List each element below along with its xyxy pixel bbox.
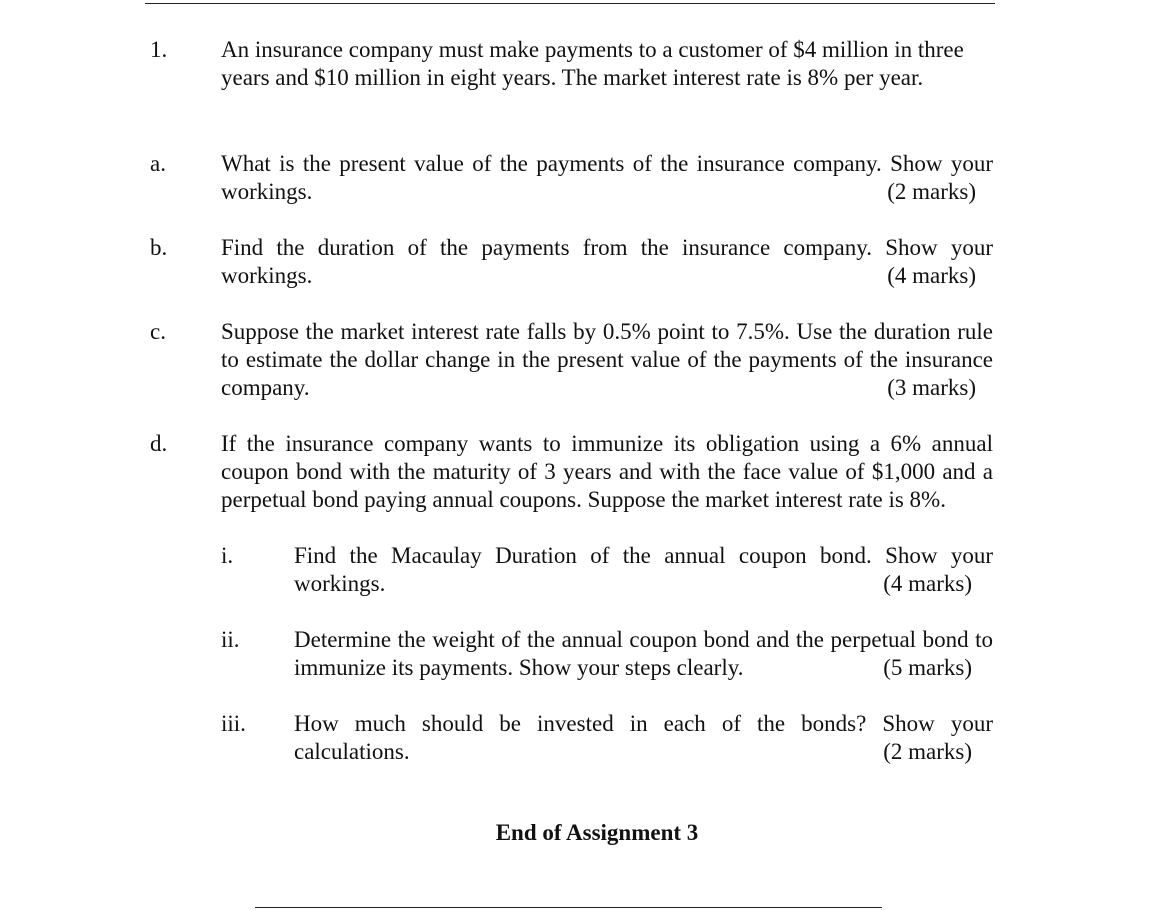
subpart-i	[294, 542, 993, 598]
part-b-label: b.	[150, 235, 168, 260]
part-c-marks: (3 marks)	[887, 375, 976, 400]
top-rule	[145, 3, 995, 4]
part-a-text: What is the present value of the payments of the insurance company. Show your workings.	[221, 151, 993, 204]
subpart-iii-text: How much should be invested in each of the bonds? Show your calculations.	[294, 711, 993, 764]
part-a	[221, 150, 993, 206]
subpart-i-marks: (4 marks)	[883, 571, 972, 596]
question-intro: An insurance company must make payments to a customer of $4 million in three years and $10 million in eight years. The market interest rate is 8% per year.	[221, 37, 964, 90]
subpart-ii-label: ii.	[221, 627, 240, 652]
part-d-text: If the insurance company wants to immunize its obligation using a 6% annual coupon bond with the maturity of 3 years and with the face value of $1,000 and a perpetual bond paying annual coupons. Suppose the market interest rate is 8%.	[221, 431, 993, 512]
part-d-label: d.	[150, 431, 168, 456]
subpart-ii-text: Determine the weight of the annual coupon bond and the perpetual bond to immunize its payments. Show your steps clearly.	[294, 627, 993, 680]
part-c-label: c.	[150, 319, 166, 344]
part-b-marks: (4 marks)	[887, 263, 976, 288]
subpart-iii	[294, 710, 993, 766]
bottom-rule	[255, 907, 882, 908]
subpart-iii-label: iii.	[221, 711, 246, 736]
subpart-i-label: i.	[221, 543, 234, 568]
part-a-label: a.	[150, 151, 166, 176]
subpart-ii	[294, 626, 993, 682]
part-c-text: Suppose the market interest rate falls by 0.5% point to 7.5%. Use the duration rule to estimate the dollar change in the present value of the payments of the insurance company.	[221, 319, 993, 400]
question-number: 1.	[150, 37, 168, 62]
part-b	[221, 234, 993, 290]
subpart-ii-marks: (5 marks)	[883, 655, 972, 680]
subpart-iii-marks: (2 marks)	[883, 739, 972, 764]
subpart-i-text: Find the Macaulay Duration of the annual coupon bond. Show your workings.	[294, 543, 993, 596]
part-c	[221, 318, 993, 402]
part-a-marks: (2 marks)	[887, 179, 976, 204]
footer-title: End of Assignment 3	[495, 820, 699, 845]
part-b-text: Find the duration of the payments from the insurance company. Show your workings.	[221, 235, 993, 288]
